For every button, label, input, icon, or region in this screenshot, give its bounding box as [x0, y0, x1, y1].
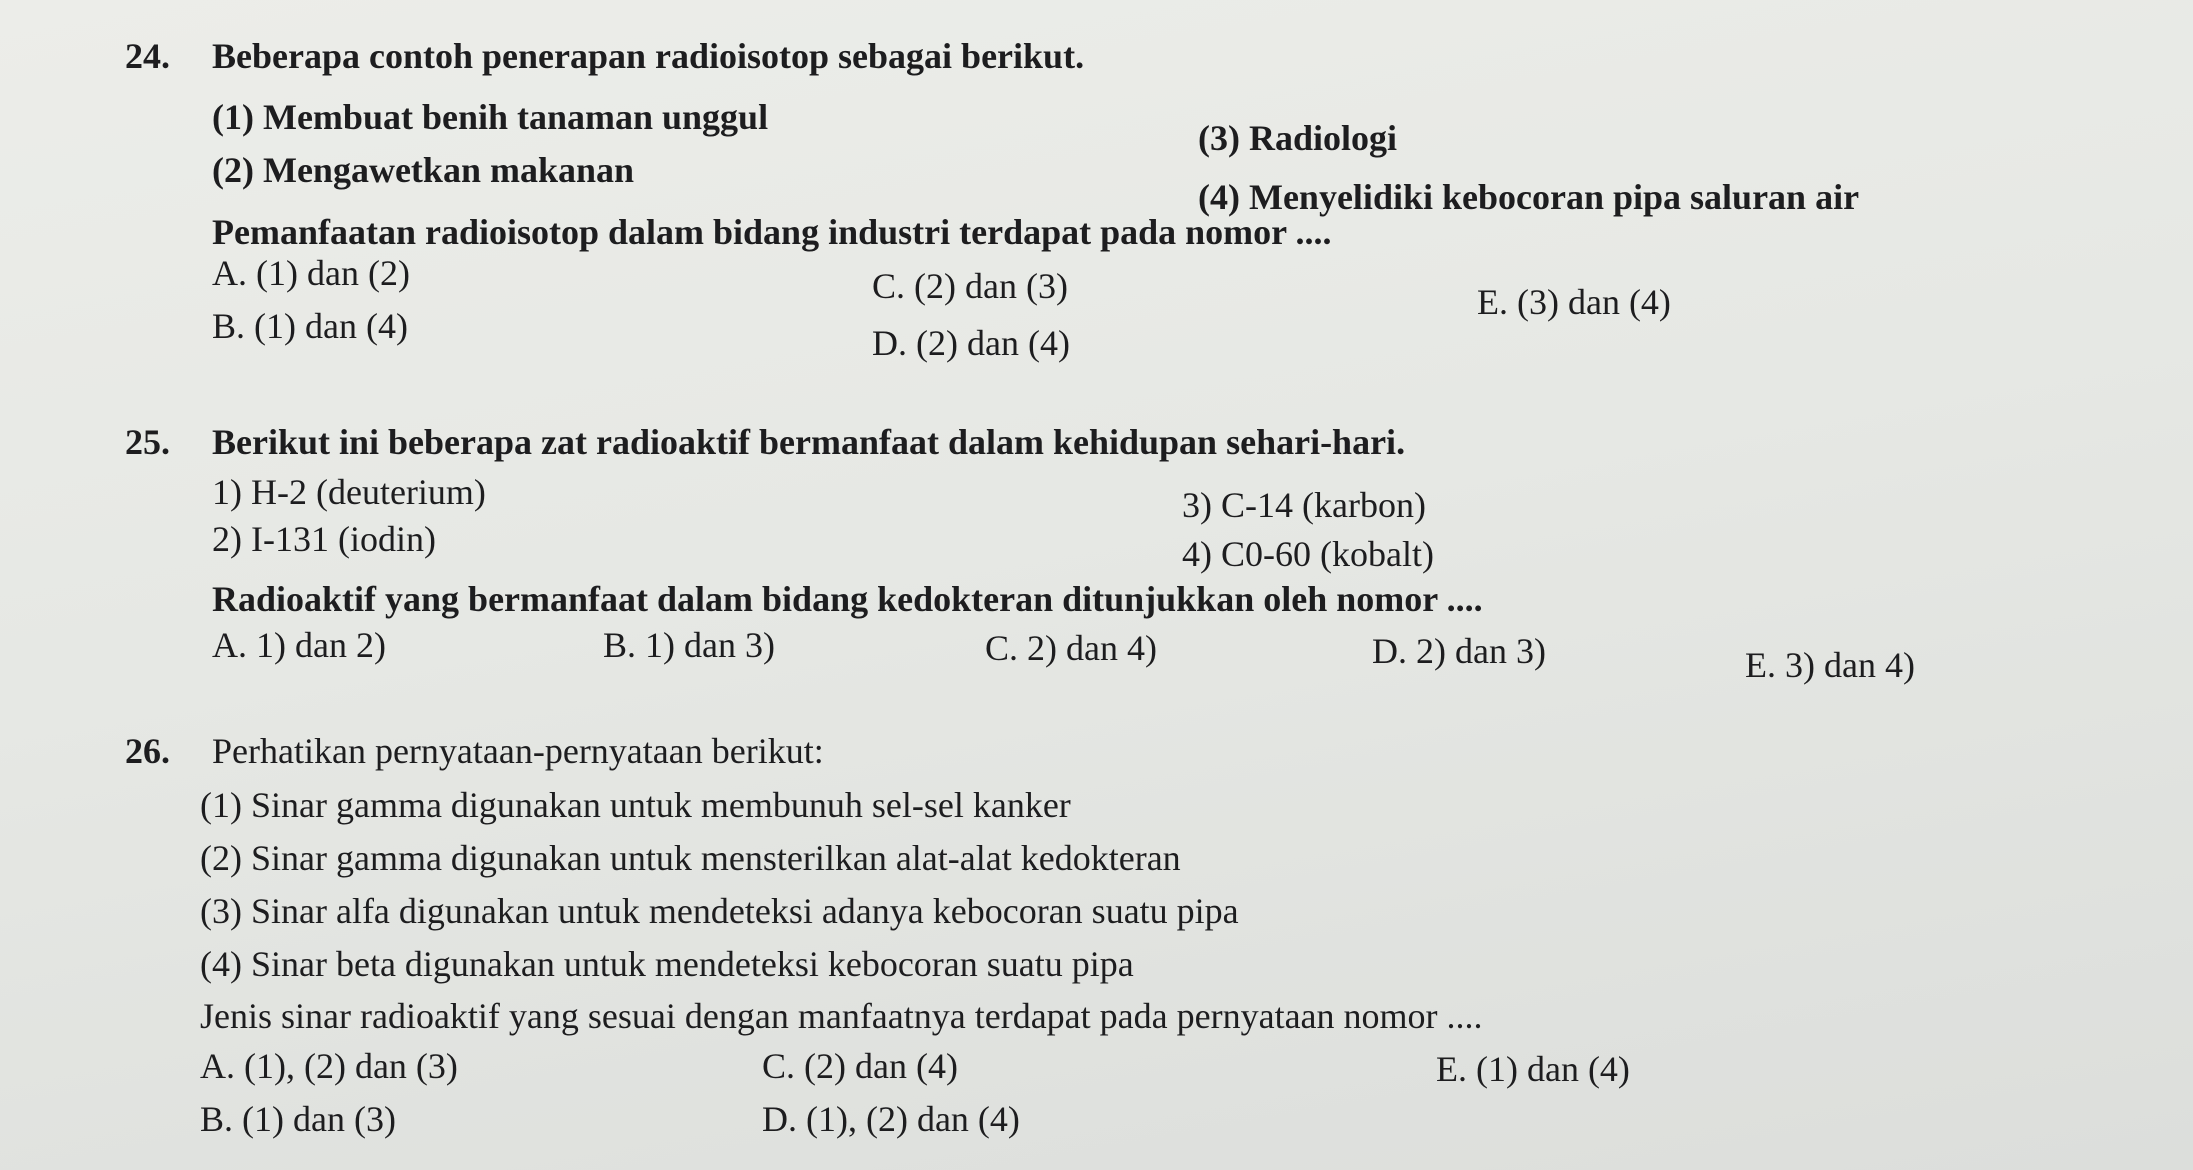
question-26-item-3: (3) Sinar alfa digunakan untuk mendeteksi adanya kebocoran suatu pipa [200, 891, 1239, 931]
question-26-option-b[interactable]: B. (1) dan (3) [200, 1099, 396, 1139]
question-24-item-3: (3) Radiologi [1198, 118, 1398, 158]
question-26-number: 26. [125, 731, 170, 771]
question-24-prompt: Pemanfaatan radioisotop dalam bidang industri terdapat pada nomor .... [212, 212, 1332, 252]
question-25-number: 25. [125, 422, 170, 462]
question-24-number: 24. [125, 36, 170, 76]
question-25-stem: Berikut ini beberapa zat radioaktif bermanfaat dalam kehidupan sehari-hari. [212, 422, 1406, 462]
question-25-option-e[interactable]: E. 3) dan 4) [1745, 645, 1915, 685]
question-25-item-3: 3) C-14 (karbon) [1182, 485, 1426, 525]
question-25-option-a[interactable]: A. 1) dan 2) [212, 625, 386, 665]
question-25-option-d[interactable]: D. 2) dan 3) [1372, 631, 1546, 671]
question-24-item-1: (1) Membuat benih tanaman unggul [212, 97, 769, 137]
question-24-item-2: (2) Mengawetkan makanan [212, 150, 635, 190]
question-25-item-4: 4) C0-60 (kobalt) [1182, 534, 1434, 574]
question-24-item-4: (4) Menyelidiki kebocoran pipa saluran air [1198, 177, 1860, 217]
question-26-option-a[interactable]: A. (1), (2) dan (3) [200, 1046, 458, 1086]
question-24-option-a[interactable]: A. (1) dan (2) [212, 253, 410, 293]
question-26-prompt: Jenis sinar radioaktif yang sesuai dengan manfaatnya terdapat pada pernyataan nomor .... [200, 996, 1483, 1036]
question-25-item-2: 2) I-131 (iodin) [212, 519, 436, 559]
question-26-option-e[interactable]: E. (1) dan (4) [1436, 1049, 1630, 1089]
question-26-item-2: (2) Sinar gamma digunakan untuk mensterilkan alat-alat kedokteran [200, 838, 1181, 878]
question-24-option-d[interactable]: D. (2) dan (4) [872, 323, 1070, 363]
question-25-option-b[interactable]: B. 1) dan 3) [603, 625, 775, 665]
question-25-item-1: 1) H-2 (deuterium) [212, 472, 486, 512]
question-24-option-c[interactable]: C. (2) dan (3) [872, 266, 1068, 306]
question-25-option-c[interactable]: C. 2) dan 4) [985, 628, 1157, 668]
question-24-option-e[interactable]: E. (3) dan (4) [1477, 282, 1671, 322]
question-26-stem: Perhatikan pernyataan-pernyataan berikut: [212, 731, 824, 771]
question-26-item-4: (4) Sinar beta digunakan untuk mendeteksi kebocoran suatu pipa [200, 944, 1134, 984]
question-25-prompt: Radioaktif yang bermanfaat dalam bidang kedokteran ditunjukkan oleh nomor .... [212, 579, 1483, 619]
question-26-option-c[interactable]: C. (2) dan (4) [762, 1046, 958, 1086]
question-26-option-d[interactable]: D. (1), (2) dan (4) [762, 1099, 1020, 1139]
question-24-stem: Beberapa contoh penerapan radioisotop sebagai berikut. [212, 36, 1085, 76]
question-26-item-1: (1) Sinar gamma digunakan untuk membunuh sel-sel kanker [200, 785, 1071, 825]
question-24-option-b[interactable]: B. (1) dan (4) [212, 306, 408, 346]
